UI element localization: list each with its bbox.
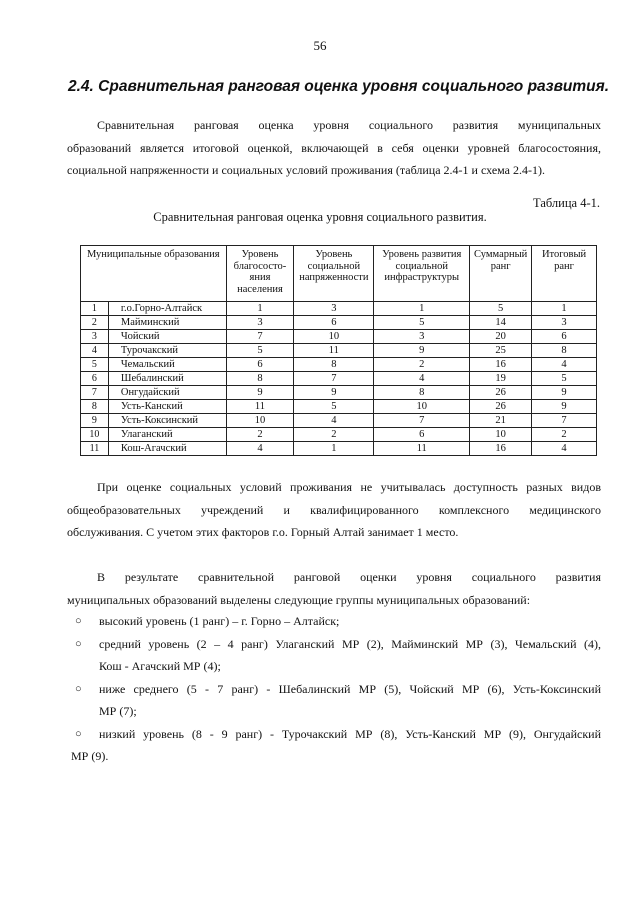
intro-line: образований является итоговой оценкой, включающей в себя оценки уровней благосостояния, xyxy=(67,140,601,155)
infrastructure-rank-cell: 9 xyxy=(374,344,470,358)
tension-rank-cell: 7 xyxy=(294,372,374,386)
table-label: Таблица 4-1. xyxy=(533,196,600,210)
sum-rank-cell: 14 xyxy=(470,316,532,330)
tension-rank-cell: 2 xyxy=(294,428,374,442)
welfare-rank-cell: 2 xyxy=(226,428,294,442)
sum-rank-cell: 25 xyxy=(470,344,532,358)
tension-rank-cell: 8 xyxy=(294,358,374,372)
header-tension: Уровень социальной напряженности xyxy=(294,246,374,302)
table-row xyxy=(81,386,597,400)
infrastructure-rank-cell: 8 xyxy=(374,386,470,400)
sum-rank-cell: 26 xyxy=(470,386,532,400)
municipality-name-cell: Улаганский xyxy=(108,428,226,442)
intro-line: Сравнительная ранговая оценка уровня социального развития муниципальных xyxy=(97,118,601,132)
table-row xyxy=(81,358,597,372)
note-paragraph xyxy=(67,476,601,544)
final-rank-cell: 2 xyxy=(532,428,597,442)
welfare-rank-cell: 7 xyxy=(226,330,294,344)
table-row xyxy=(81,302,597,316)
table-row xyxy=(81,330,597,344)
table-row xyxy=(81,428,597,442)
row-number-cell: 4 xyxy=(81,344,109,358)
sum-rank-cell: 16 xyxy=(470,442,532,456)
circle-bullet-icon: ○ xyxy=(75,682,82,695)
final-rank-cell: 5 xyxy=(532,372,597,386)
infrastructure-rank-cell: 7 xyxy=(374,414,470,428)
rank-group-line: Кош - Агачский МР (4); xyxy=(99,659,221,673)
sum-rank-cell: 19 xyxy=(470,372,532,386)
infrastructure-rank-cell: 11 xyxy=(374,442,470,456)
welfare-rank-cell: 9 xyxy=(226,386,294,400)
final-rank-cell: 4 xyxy=(532,358,597,372)
note-line: общеобразовательных учреждений и квалифицированного комплексного медицинского xyxy=(67,502,601,517)
row-number-cell: 3 xyxy=(81,330,109,344)
municipality-name-cell: Кош-Агачский xyxy=(108,442,226,456)
rank-group-item xyxy=(67,678,601,723)
table-row xyxy=(81,442,597,456)
tension-rank-cell: 10 xyxy=(294,330,374,344)
table-body xyxy=(81,302,597,456)
intro-line: социальной напряженности и социальных условий проживания (таблица 2.4-1 и схема 2.4-1). xyxy=(67,163,545,177)
municipality-name-cell: Усть-Канский xyxy=(108,400,226,414)
row-number-cell: 8 xyxy=(81,400,109,414)
row-number-cell: 11 xyxy=(81,442,109,456)
circle-bullet-icon: ○ xyxy=(75,637,82,650)
result-line: муниципальных образований выделены следующие группы муниципальных образований: xyxy=(67,592,531,607)
tension-rank-cell: 6 xyxy=(294,316,374,330)
welfare-rank-cell: 4 xyxy=(226,442,294,456)
infrastructure-rank-cell: 5 xyxy=(374,316,470,330)
final-rank-cell: 4 xyxy=(532,442,597,456)
circle-bullet-icon: ○ xyxy=(75,615,82,627)
note-line: При оценке социальных условий проживания не учитывалась доступность разных видов xyxy=(97,480,601,494)
final-rank-cell: 9 xyxy=(532,400,597,414)
tension-rank-cell: 1 xyxy=(294,442,374,456)
tension-rank-cell: 9 xyxy=(294,386,374,400)
rank-group-line: низкий уровень (8 - 9 ранг) - Турочакский МР (8), Усть-Канский МР (9), Онгудайский xyxy=(99,726,601,741)
row-number-cell: 10 xyxy=(81,428,109,442)
municipality-name-cell: Усть-Коксинский xyxy=(108,414,226,428)
header-municipality: Муниципальные образования xyxy=(81,246,227,302)
municipality-name-cell: Онгудайский xyxy=(108,386,226,400)
row-number-cell: 5 xyxy=(81,358,109,372)
sum-rank-cell: 21 xyxy=(470,414,532,428)
table-row xyxy=(81,344,597,358)
sum-rank-cell: 20 xyxy=(470,330,532,344)
infrastructure-rank-cell: 4 xyxy=(374,372,470,386)
row-number-cell: 7 xyxy=(81,386,109,400)
welfare-rank-cell: 10 xyxy=(226,414,294,428)
table-caption: Сравнительная ранговая оценка уровня социального развития. xyxy=(153,210,487,224)
municipality-name-cell: Шебалинский xyxy=(108,372,226,386)
final-rank-cell: 3 xyxy=(532,316,597,330)
welfare-rank-cell: 1 xyxy=(226,302,294,316)
final-rank-cell: 1 xyxy=(532,302,597,316)
rank-group-line: средний уровень (2 – 4 ранг) Улаганский МР (2), Майминский МР (3), Чемальский (4), xyxy=(99,636,601,651)
tension-rank-cell: 3 xyxy=(294,302,374,316)
ranking-table xyxy=(80,245,597,456)
infrastructure-rank-cell: 3 xyxy=(374,330,470,344)
page-number: 56 xyxy=(313,38,327,53)
rank-group-item xyxy=(67,723,601,768)
rank-group-item xyxy=(67,633,601,678)
welfare-rank-cell: 11 xyxy=(226,400,294,414)
sum-rank-cell: 5 xyxy=(470,302,532,316)
header-welfare: Уровень благососто-яния населения xyxy=(226,246,294,302)
row-number-cell: 2 xyxy=(81,316,109,330)
table-row xyxy=(81,316,597,330)
sum-rank-cell: 26 xyxy=(470,400,532,414)
tension-rank-cell: 4 xyxy=(294,414,374,428)
rank-group-line: МР (9). xyxy=(71,749,109,763)
header-sum-rank: Суммарный ранг xyxy=(470,246,532,302)
tension-rank-cell: 11 xyxy=(294,344,374,358)
table-header-row xyxy=(81,246,597,302)
infrastructure-rank-cell: 10 xyxy=(374,400,470,414)
row-number-cell: 1 xyxy=(81,302,109,316)
municipality-name-cell: Чойский xyxy=(108,330,226,344)
welfare-rank-cell: 8 xyxy=(226,372,294,386)
municipality-name-cell: Чемальский xyxy=(108,358,226,372)
circle-bullet-icon: ○ xyxy=(75,727,82,740)
rank-group-line: высокий уровень (1 ранг) – г. Горно – Алтайск; xyxy=(99,614,340,628)
final-rank-cell: 6 xyxy=(532,330,597,344)
infrastructure-rank-cell: 2 xyxy=(374,358,470,372)
final-rank-cell: 9 xyxy=(532,386,597,400)
rank-group-line: ниже среднего (5 - 7 ранг) - Шебалинский МР (5), Чойский МР (6), Усть-Коксинский xyxy=(99,681,601,696)
rank-group-line: МР (7); xyxy=(99,704,137,718)
sum-rank-cell: 16 xyxy=(470,358,532,372)
infrastructure-rank-cell: 1 xyxy=(374,302,470,316)
result-paragraph xyxy=(67,566,601,611)
sum-rank-cell: 10 xyxy=(470,428,532,442)
welfare-rank-cell: 6 xyxy=(226,358,294,372)
final-rank-cell: 7 xyxy=(532,414,597,428)
rank-group-item xyxy=(67,610,601,633)
infrastructure-rank-cell: 6 xyxy=(374,428,470,442)
section-title: 2.4. Сравнительная ранговая оценка уровня социального развития. xyxy=(68,78,610,95)
rank-groups-list xyxy=(67,610,601,768)
municipality-name-cell: Майминский xyxy=(108,316,226,330)
table-row xyxy=(81,372,597,386)
row-number-cell: 6 xyxy=(81,372,109,386)
welfare-rank-cell: 5 xyxy=(226,344,294,358)
municipality-name-cell: Турочакский xyxy=(108,344,226,358)
header-infrastructure: Уровень развития социальной инфраструктуры xyxy=(374,246,470,302)
table-row xyxy=(81,400,597,414)
intro-paragraph xyxy=(67,114,601,182)
tension-rank-cell: 5 xyxy=(294,400,374,414)
result-line: В результате сравнительной ранговой оценки уровня социального развития xyxy=(97,570,601,584)
header-final-rank: Итоговый ранг xyxy=(532,246,597,302)
municipality-name-cell: г.о.Горно-Алтайск xyxy=(108,302,226,316)
welfare-rank-cell: 3 xyxy=(226,316,294,330)
note-line: обслуживания. С учетом этих факторов г.о. Горный Алтай занимает 1 место. xyxy=(67,525,459,539)
table-row xyxy=(81,414,597,428)
row-number-cell: 9 xyxy=(81,414,109,428)
final-rank-cell: 8 xyxy=(532,344,597,358)
